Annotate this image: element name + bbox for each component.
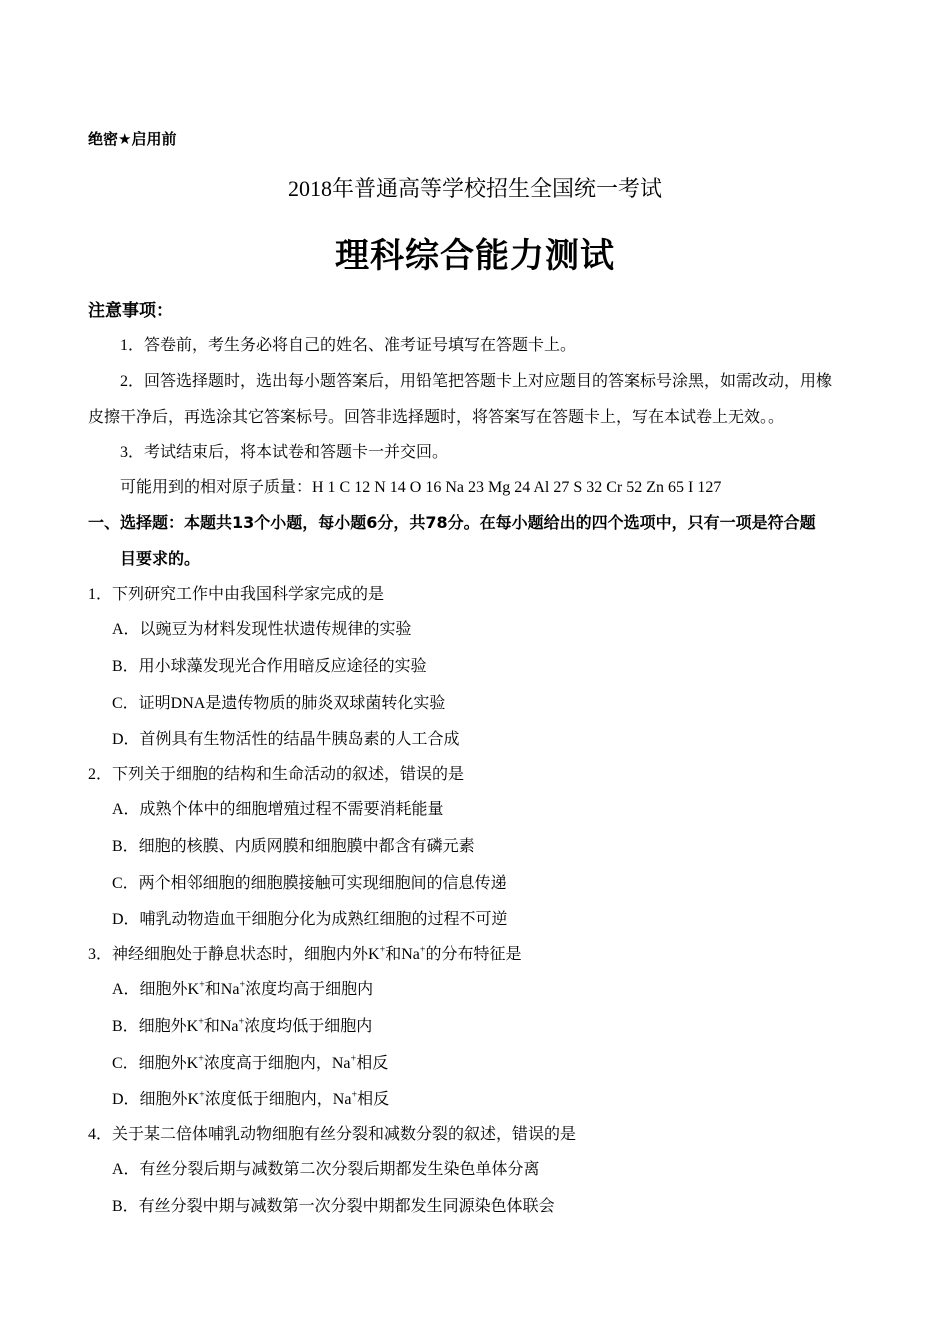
- question-3-option-b: [112, 1013, 372, 1036]
- question-2-option-a: A．成熟个体中的细胞增殖过程不需要消耗能量: [112, 801, 444, 818]
- stem-text: 的分布特征是: [425, 946, 522, 963]
- atomic-mass-note: 可能用到的相对原子质量：H 1 C 12 N 14 O 16 Na 23 Mg 24 Al 27 S 32 Cr 52 Zn 65 I 127: [120, 479, 722, 496]
- note-item-3: 3．考试结束后，将本试卷和答题卡一并交回。: [120, 444, 449, 461]
- stem-text: 3．神经细胞处于静息状态时，细胞内外K: [88, 946, 380, 963]
- question-1-stem: 1．下列研究工作中由我国科学家完成的是: [88, 586, 385, 603]
- superscript-plus: +: [351, 1089, 358, 1101]
- section-heading-line-2: 目要求的。: [120, 549, 201, 568]
- option-text: D．细胞外K: [112, 1091, 200, 1108]
- note-item-2-line-2: 皮擦干净后，再选涂其它答案标号。回答非选择题时，将答案写在答题卡上，写在本试卷上无效。。: [88, 409, 785, 426]
- option-text: 浓度高于细胞内，Na: [203, 1055, 351, 1072]
- superscript-plus: +: [350, 1053, 357, 1065]
- question-2-stem: 2．下列关于细胞的结构和生命活动的叙述，错误的是: [88, 766, 465, 783]
- note-item-2-line-1: 2．回答选择题时，选出每小题答案后，用铅笔把答题卡上对应题目的答案标号涂黑，如需改动，用橡: [120, 373, 833, 390]
- question-1-option-a: A．以豌豆为材料发现性状遗传规律的实验: [112, 621, 412, 638]
- option-text: 浓度均低于细胞内: [244, 1018, 373, 1035]
- question-1-option-d: D．首例具有生物活性的结晶牛胰岛素的人工合成: [112, 731, 460, 748]
- superscript-plus: +: [199, 979, 205, 991]
- question-2-option-b: B．细胞的核膜、内质网膜和细胞膜中都含有磷元素: [112, 838, 475, 855]
- option-text: 和Na: [204, 981, 240, 998]
- superscript-plus: +: [198, 1053, 204, 1065]
- superscript-plus: +: [238, 1016, 245, 1028]
- question-3-option-c: [112, 1050, 388, 1073]
- superscript-plus: +: [419, 944, 426, 956]
- option-text: A．细胞外K: [112, 981, 200, 998]
- question-3-option-d: [112, 1086, 389, 1109]
- option-text: 相反: [356, 1055, 389, 1072]
- question-3-stem: [88, 941, 522, 964]
- question-4-option-b: B．有丝分裂中期与减数第一次分裂中期都发生同源染色体联会: [112, 1198, 555, 1215]
- notes-heading: 注意事项：: [88, 301, 173, 321]
- confidential-label: 绝密★启用前: [88, 130, 177, 148]
- option-text: C．细胞外K: [112, 1055, 199, 1072]
- superscript-plus: +: [239, 979, 246, 991]
- question-3-option-a: [112, 976, 373, 999]
- superscript-plus: +: [198, 1016, 204, 1028]
- paper-title: 理科综合能力测试: [335, 236, 615, 276]
- option-text: 浓度均高于细胞内: [245, 981, 374, 998]
- question-2-option-d: D．哺乳动物造血干细胞分化为成熟红细胞的过程不可逆: [112, 911, 508, 928]
- question-2-option-c: C．两个相邻细胞的细胞膜接触可实现细胞间的信息传递: [112, 875, 507, 892]
- superscript-plus: +: [379, 944, 386, 956]
- superscript-plus: +: [199, 1089, 205, 1101]
- question-1-option-b: B．用小球藻发现光合作用暗反应途径的实验: [112, 658, 427, 675]
- exam-title: 2018年普通高等学校招生全国统一考试: [287, 176, 662, 201]
- option-text: 相反: [357, 1091, 390, 1108]
- option-text: 和Na: [203, 1018, 239, 1035]
- note-item-1: 1．答卷前，考生务必将自己的姓名、准考证号填写在答题卡上。: [120, 337, 577, 354]
- question-1-option-c: C．证明DNA是遗传物质的肺炎双球菌转化实验: [112, 695, 446, 712]
- stem-text: 和Na: [385, 946, 420, 963]
- option-text: B．细胞外K: [112, 1018, 199, 1035]
- section-heading-line-1: 一、选择题：本题共13个小题，每小题6分，共78分。在每小题给出的四个选项中，只有一项是符合题: [88, 513, 816, 532]
- option-text: 浓度低于细胞内，Na: [204, 1091, 352, 1108]
- question-4-stem: 4．关于某二倍体哺乳动物细胞有丝分裂和减数分裂的叙述，错误的是: [88, 1126, 577, 1143]
- question-4-option-a: A．有丝分裂后期与减数第二次分裂后期都发生染色单体分离: [112, 1161, 540, 1178]
